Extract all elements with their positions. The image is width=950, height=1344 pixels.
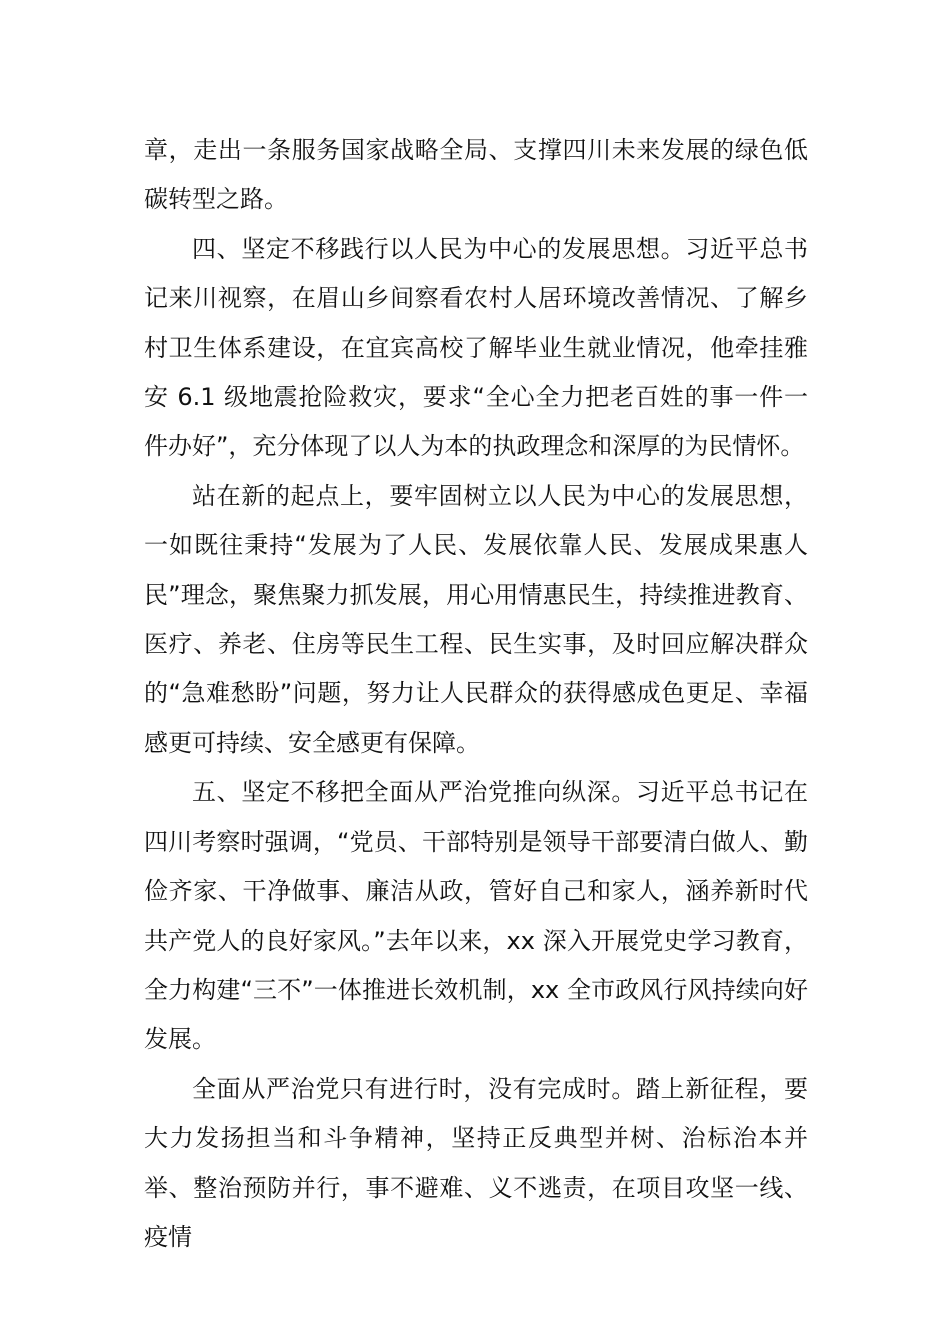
document-body	[144, 126, 808, 1262]
paragraph-party-governance: 全面从严治党只有进行时，没有完成时。踏上新征程，要大力发扬担当和斗争精神，坚持正反典型并树、治标治本并举、整治预防并行，事不避难、义不逃责，在项目攻坚一线、疫情	[144, 1074, 808, 1251]
paragraph-section-four: 四、坚定不移践行以人民为中心的发展思想。习近平总书记来川视察，在眉山乡间察看农村人居环境改善情况、了解乡村卫生体系建设，在宜宾高校了解毕业生就业情况，他牵挂雅安 6.1 级地震抢险救灾，要求“全心全力把老百姓的事一件一件办好”，充分体现了以人为本的执政理念和深厚的为民情怀。	[144, 234, 808, 461]
paragraph-people-centered: 站在新的起点上，要牢固树立以人民为中心的发展思想，一如既往秉持“发展为了人民、发展依靠人民、发展成果惠人民”理念，聚焦聚力抓发展，用心用情惠民生，持续推进教育、医疗、养老、住房等民生工程、民生实事，及时回应解决群众的“急难愁盼”问题，努力让人民群众的获得感成色更足、幸福感更可持续、安全感更有保障。	[144, 481, 808, 757]
paragraph-section-five: 五、坚定不移把全面从严治党推向纵深。习近平总书记在四川考察时强调，“党员、干部特别是领导干部要清白做人、勤俭齐家、干净做事、廉洁从政，管好自己和家人，涵养新时代共产党人的良好家风。”去年以来，xx 深入开展党史学习教育，全力构建“三不”一体推进长效机制，xx 全市政风行风持续向好发展。	[144, 778, 808, 1054]
paragraph-continuation: 章，走出一条服务国家战略全局、支撑四川未来发展的绿色低碳转型之路。	[144, 136, 808, 214]
